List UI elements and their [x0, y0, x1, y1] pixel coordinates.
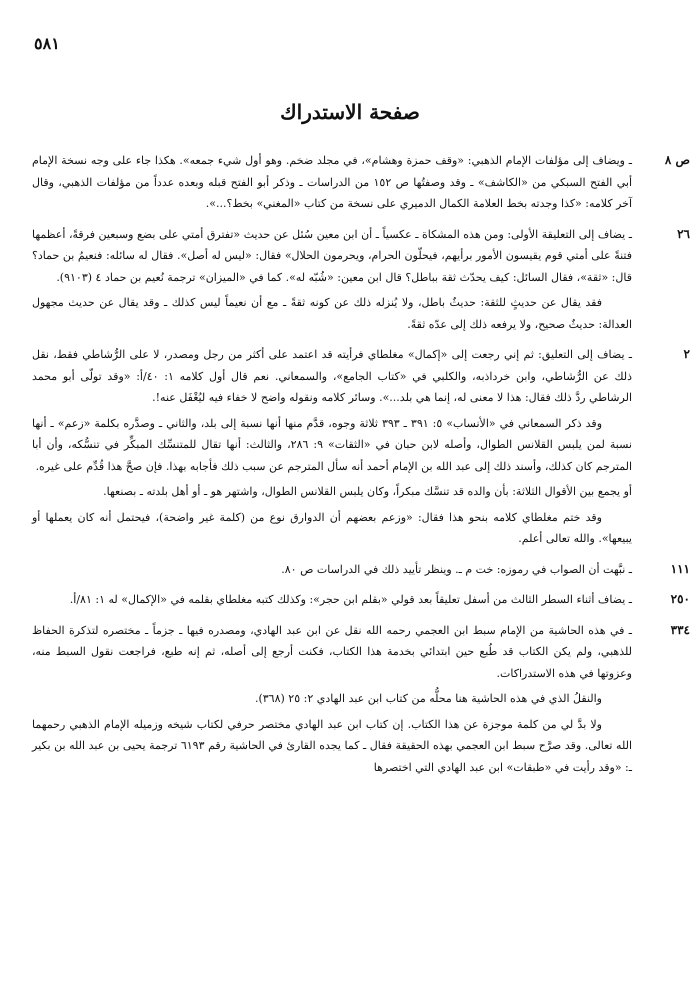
entry-paragraph: ـ ويضاف إلى مؤلفات الإمام الذهبي: «وقف حمزة وهشام»، في مجلد ضخم. وهو أول شيء جمعه». هكذا جاء على وجه نسخة الإمام أبي الفتح السبكي من «الكاشف» ـ وقد وصفتُها ص ١٥٢ من الدراسات ـ وذكر أبو الفتح قبله وبعده عدداً من مؤلفات الذهبي، وقال آخر كلامه: «كذا وجدته بخط العلامة الكمال الدميري على نسخة من كتاب «المغني» بخط؟...».: [32, 154, 633, 210]
page-number: ٥٨١: [34, 34, 60, 53]
entry-paragraph: ـ يضاف أثناء السطر الثالث من أسفل تعليقاً بعد قولي «بقلم ابن حجر»: وكذلك كتبه مغلطاي بقلمه في «الإكمال» له ١: ٨١/أ.: [69, 593, 632, 606]
entry-paragraph: وقد ختم مغلطاي كلامه بنحو هذا فقال: «وزعم بعضهم أن الدوارق نوع من (كلمة غير واضحة)، فيحتمل أنه كان يعملها أو يبيعها». والله تعالى أعلم.: [32, 510, 632, 545]
entry-paragraph: والنقلُ الذي في هذه الحاشية هنا محلُّه من كتاب ابن عبد الهادي ٢: ٢٥ (٣٦٨).: [254, 692, 602, 705]
page-title: صفحة الاستدراك: [280, 100, 420, 124]
entry-paragraph: ولا بدَّ لي من كلمة موجزة عن هذا الكتاب. إن كتاب ابن عبد الهادي مختصر حرفي لكتاب شيخه وزميله الإمام الذهبي رحمهما الله تعالى. وقد صرَّح سبط ابن العجمي بهذه الحقيقة فقال ـ كما يجده القارئ في الحاشية رقم ٦١٩٣ ترجمة يحيى بن عبد الله بن بكير ـ: «وقد رأيت في «طبقات» ابن عبد الهادي التي اختصرها: [32, 717, 633, 774]
entry-reference: ٢: [683, 347, 690, 361]
document-body: [32, 150, 690, 787]
addendum-entry: [32, 150, 690, 215]
entry-paragraph: ـ يضاف إلى التعليقة الأولى: ومن هذه المشكاة ـ عكسياً ـ أن ابن معين سُئل عن حديث «تفترق أمتي على بضع وسبعين فرقةً، أعظمها فتنةً على أمتي قوم يقيسون الأمور برأيهم، فيحلّون الحرام، ويحرمون الحلال» فقال: «ليس له أصل». فقال له سائله: فنعيمُ بن حماد؟ قال: «ثقة»، فقال السائل: كيف يحدّث ثقة بباطل؟ قال ابن معين: «شُبّه له». كما في «الميزان» ترجمة نُعيم بن حماد ٤ (٩١٠٣).: [32, 227, 632, 284]
entry-paragraph: ـ يضاف إلى التعليق: ثم إني رجعت إلى «إكمال» مغلطاي فرأيته قد اعتمد على أكثر من رجل ومصدر، لا على الرُّشاطي فقط، نقل ذلك عن الرُّشاطي، وابن خرداذبه، والكلبي في «كتاب الجامع»، والسمعاني. نعم قال أول كلامه ١: ٤٠/أ: «وقد تولّى أبو محمد الرشاطي ردَّ ذلك فقال: هذا لا معنى له، إنما هي بلد...». وسائر كلامه ونقوله واضح لا خفاء فيه ليُغْفَل عنه!.: [32, 348, 632, 404]
entry-reference: ١١١: [670, 561, 690, 576]
entry-paragraph: ـ نبَّهت أن الصواب في رموزه: خت م ـ. وينظر تأييد ذلك في الدراسات ص ٨٠.: [281, 562, 632, 576]
addendum-entry: [32, 559, 690, 581]
entry-paragraph: ـ في هذه الحاشية من الإمام سبط ابن العجمي رحمه الله نقل عن ابن عبد الهادي، ومصدره فيها ـ جزماً ـ مختصره لتذكرة الحفاظ للذهبي، ولم يكن الكتاب قد طُبع حين ابتدائي بخدمة هذا الكتاب، فكنت أرجع إلى أصله، ثم إنه طبع، فراجعت نقول السبط منه، وعزوتها في هذه الاستدراكات.: [32, 623, 632, 680]
entry-paragraph: أو يجمع بين الأقوال الثلاثة: بأن والده قد تنسَّك مبكراً، وكان يلبس القلانس الطوال، واشتهر هو ـ أو أهل بلدته ـ بصنعها.: [103, 485, 632, 498]
entry-paragraph: وقد ذكر السمعاني في «الأنساب» ٥: ٣٩١ ـ ٣٩٣ ثلاثة وجوه، قدَّم منها أنها نسبة إلى بلد، والثاني ـ وصدَّره بكلمة «زعم» ـ أنها نسبة لمن يلبس القلانس الطوال، وأصله لابن حبان في «الثقات» ٩: ٢٨٦، والثالث: أنها تقال للمتنسِّك المبكِّر في تنسُّكه، وأن أبا المترجم كان كذلك، وأسند ذلك إلى عبد الله بن الإمام أحمد أنه سأل المترجم عن سبب ذلك فأجابه بهذا. فإن صحَّ هذا قُدِّم على غيره.: [32, 416, 632, 473]
entry-reference: ص ٨: [664, 153, 690, 167]
addendum-entry: [32, 589, 690, 611]
entry-reference: ٣٣٤: [670, 622, 690, 637]
entry-paragraph: فقد يقال عن حديثٍ للثقة: حديثٌ باطل، ولا يُنزله ذلك عن كونه ثقةً ـ مع أن نعيماً ليس كذلك ـ وقد يقال عن حديث مجهول العدالة: حديثٌ صحيح، ولا يرفعه ذلك إلى عدّه ثقةً.: [32, 296, 632, 331]
entry-reference: ٢٦: [677, 226, 690, 241]
addendum-entry: [32, 224, 690, 336]
addendum-entry: [32, 620, 690, 779]
addendum-entry: [32, 344, 690, 550]
entry-reference: ٢٥٠: [670, 592, 690, 606]
